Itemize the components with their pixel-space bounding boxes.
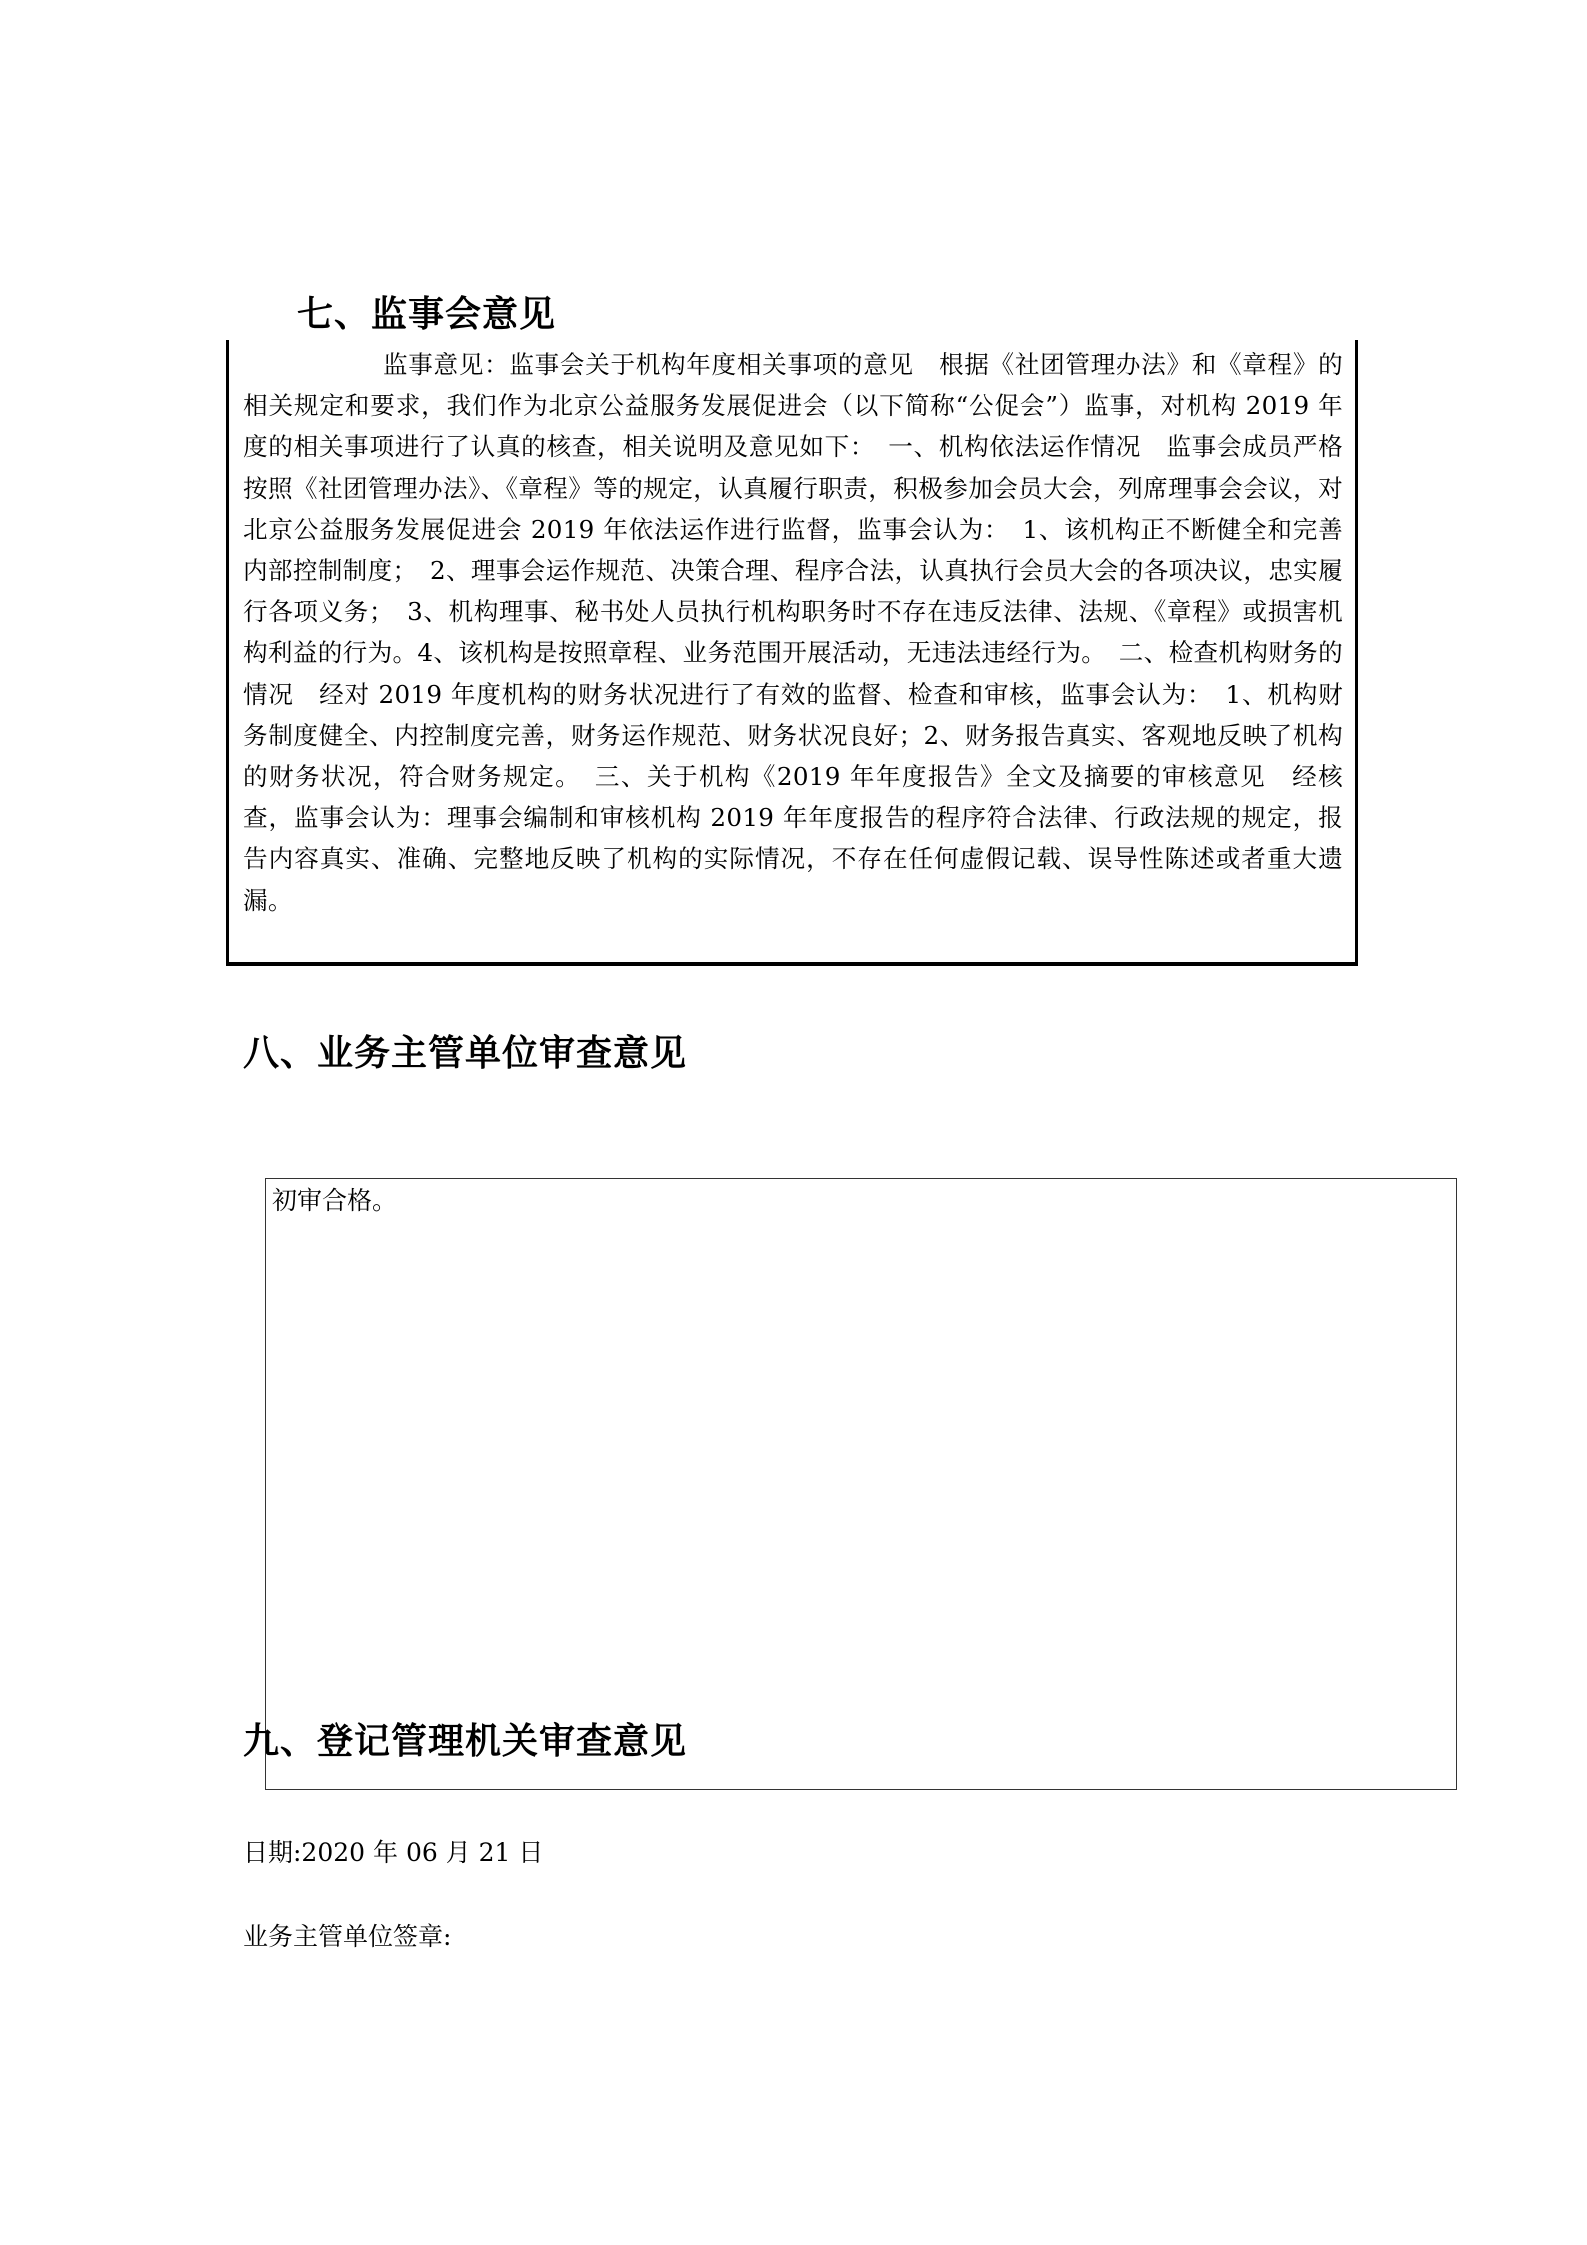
review-date: 日期:2020 年 06 月 21 日 <box>243 1838 544 1867</box>
competent-unit-review-text: 初审合格。 <box>272 1186 398 1215</box>
section-9-heading: 九、登记管理机关审查意见 <box>243 1720 688 1762</box>
competent-unit-seal-label: 业务主管单位签章: <box>243 1922 452 1951</box>
supervisor-opinion-box <box>226 340 1358 966</box>
competent-unit-review-box <box>265 1178 1457 1790</box>
section-7-heading: 七、监事会意见 <box>297 293 557 335</box>
supervisor-opinion-text: 监事意见：监事会关于机构年度相关事项的意见 根据《社团管理办法》和《章程》的相关规定和要求，我们作为北京公益服务发展促进会（以下简称“公促会”）监事，对机构 2019 年度的相关事项进行了认真的核查，相关说明及意见如下： 一、机构依法运作情况 监事会成员严格按照《社团管理办法》、《章程》等的规定，认真履行职责，积极参加会员大会，列席理事会会议，对北京公益服务发展促进会 2019 年依法运作进行监督，监事会认为： 1、该机构正不断健全和完善内部控制制度； 2、理事会运作规范、决策合理、程序合法，认真执行会员大会的各项决议，忠实履行各项义务； 3、机构理事、秘书处人员执行机构职务时不存在违反法律、法规、《章程》或损害机构利益的行为。4、该机构是按照章程、业务范围开展活动，无违法违经行为。 二、检查机构财务的情况 经对 2019 年度机构的财务状况进行了有效的监督、检查和审核，监事会认为： 1、机构财务制度健全、内控制度完善，财务运作规范、财务状况良好；2、财务报告真实、客观地反映了机构的财务状况，符合财务规定。 三、关于机构《2019 年年度报告》全文及摘要的审核意见 经核查，监事会认为：理事会编制和审核机构 2019 年年度报告的程序符合法律、行政法规的规定，报告内容真实、准确、完整地反映了机构的实际情况，不存在任何虚假记载、误导性陈述或者重大遗漏。 <box>243 350 1343 915</box>
section-8-heading: 八、业务主管单位审查意见 <box>243 1032 688 1074</box>
